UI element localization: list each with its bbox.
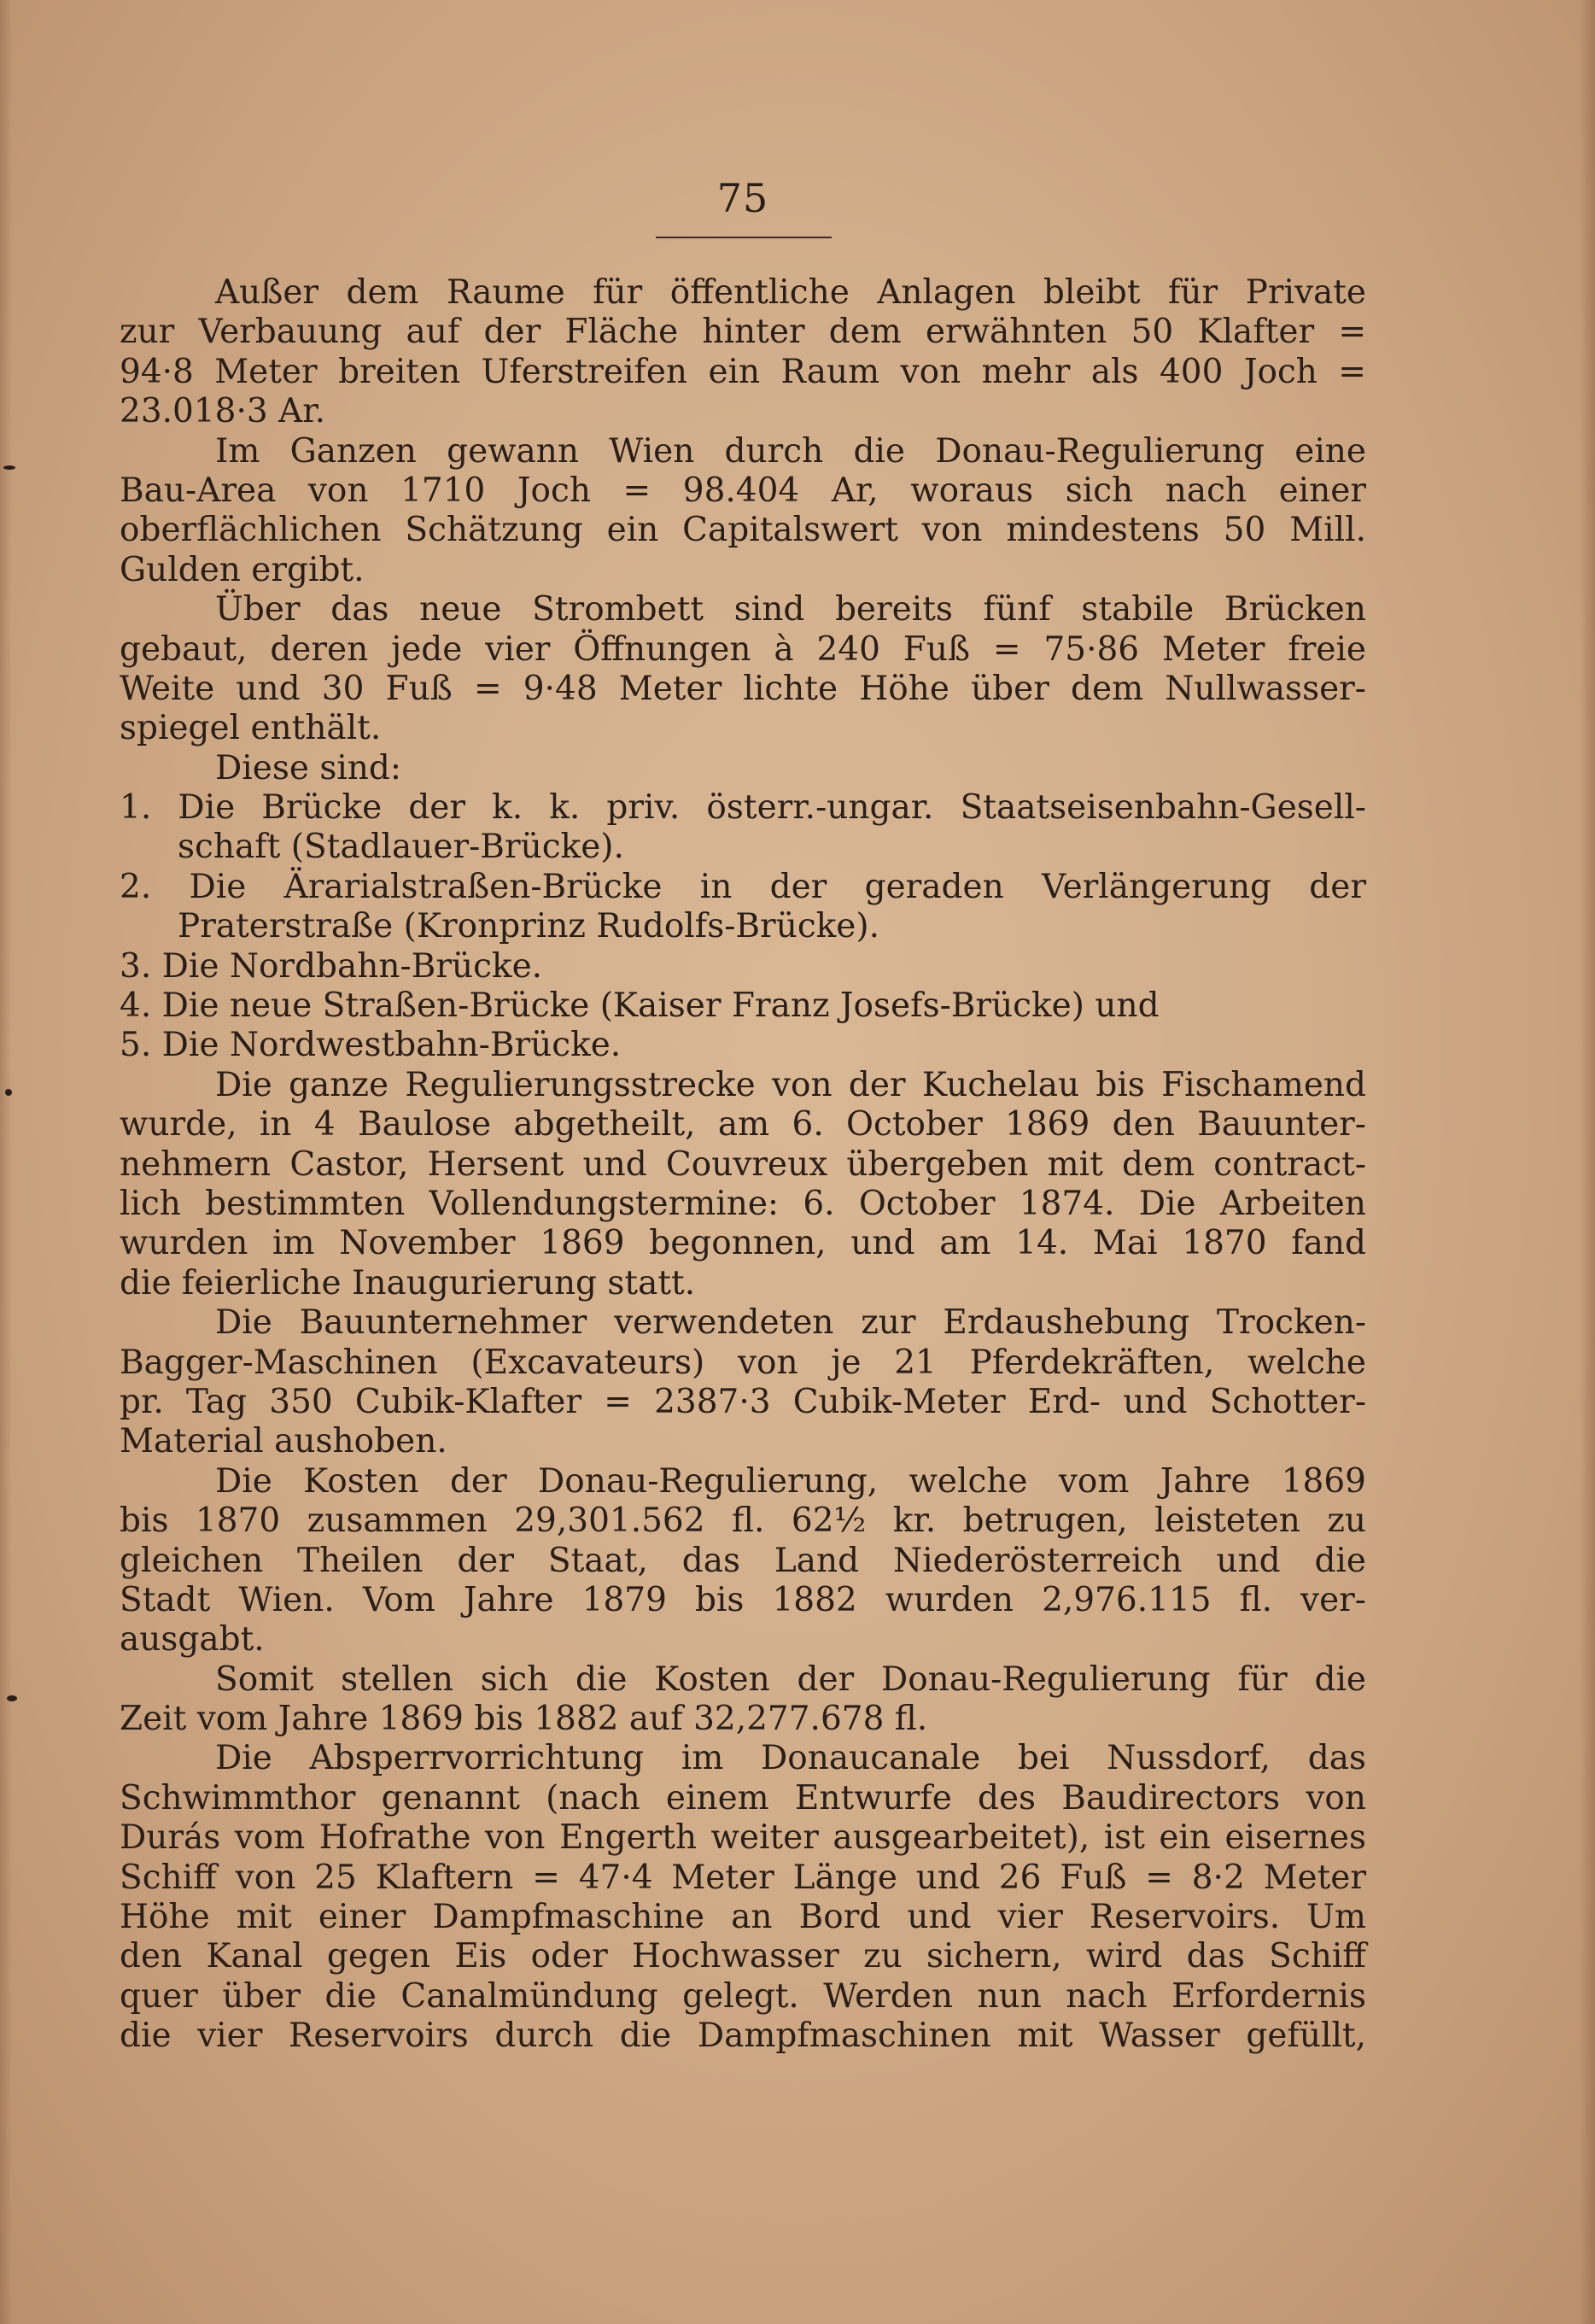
text-line: Die Bauunternehmer verwendeten zur Erdaushebung Trocken- [215, 1303, 1366, 1343]
margin-ink-mark [7, 1695, 17, 1701]
text-line: gleichen Theilen der Staat, das Land Niederösterreich und die [120, 1541, 1366, 1580]
body-text [120, 273, 1366, 2057]
text-line: 3. Die Nordbahn-Brücke. [120, 946, 543, 986]
text-line: oberflächlichen Schätzung ein Capitalswert von mindestens 50 Mill. [120, 511, 1366, 550]
page-number-rule [656, 237, 832, 238]
text-line: zur Verbauung auf der Fläche hinter dem erwähnten 50 Klafter = [120, 313, 1366, 352]
text-line: ausgabt. [120, 1620, 265, 1660]
text-line: 23.018·3 Ar. [120, 392, 325, 431]
text-line: Stadt Wien. Vom Jahre 1879 bis 1882 wurden 2,976.115 fl. ver- [120, 1580, 1366, 1619]
page-number: 75 [716, 175, 769, 221]
text-line: 1. Die Brücke der k. k. priv. österr.-ungar. Staatseisenbahn-Gesell- [120, 788, 1366, 828]
text-line: Gulden ergibt. [120, 550, 365, 589]
page-edge-left [0, 0, 12, 2324]
text-line: Diese sind: [215, 748, 402, 787]
text-line: gebaut, deren jede vier Öffnungen à 240 Fuß = 75·86 Meter freie [120, 629, 1366, 669]
text-line: Höhe mit einer Dampfmaschine an Bord und vier Reservoirs. Um [120, 1898, 1366, 1937]
text-line: Außer dem Raume für öffentliche Anlagen bleibt für Private [215, 273, 1366, 312]
text-line: schaft (Stadlauer-Brücke). [178, 828, 624, 867]
text-line: Die ganze Regulierungsstrecke von der Kuchelau bis Fischamend [215, 1065, 1366, 1104]
text-line: 5. Die Nordwestbahn-Brücke. [120, 1026, 622, 1065]
text-line: Bagger-Maschinen (Excavateurs) von je 21 Pferdekräften, welche [120, 1343, 1366, 1382]
text-line: pr. Tag 350 Cubik-Klafter = 2387·3 Cubik-Meter Erd- und Schotter- [120, 1382, 1366, 1421]
text-line: Die Kosten der Donau-Regulierung, welche vom Jahre 1869 [215, 1461, 1366, 1501]
text-line: Über das neue Strombett sind bereits fünf stabile Brücken [215, 590, 1366, 629]
text-line: die feierliche Inaugurierung statt. [120, 1263, 696, 1302]
text-line: bis 1870 zusammen 29,301.562 fl. 62½ kr. betrugen, leisteten zu [120, 1502, 1366, 1541]
margin-ink-mark [3, 465, 15, 470]
text-line: nehmern Castor, Hersent und Couvreux übergeben mit dem contract- [120, 1144, 1366, 1184]
text-line: 2. Die Ärarialstraßen-Brücke in der geraden Verlängerung der [120, 867, 1366, 906]
text-line: 94·8 Meter breiten Uferstreifen ein Raum von mehr als 400 Joch = [120, 352, 1366, 391]
text-line: Zeit vom Jahre 1869 bis 1882 auf 32,277.678 fl. [120, 1700, 928, 1739]
text-line: Schwimmthor genannt (nach einem Entwurfe des Baudirectors von [120, 1778, 1366, 1818]
margin-ink-mark [5, 1089, 12, 1096]
text-line: Bau-Area von 1710 Joch = 98.404 Ar, woraus sich nach einer [120, 471, 1366, 510]
text-line: wurden im November 1869 begonnen, und am 14. Mai 1870 fand [120, 1224, 1366, 1263]
text-line: Die Absperrvorrichtung im Donaucanale bei Nussdorf, das [215, 1739, 1366, 1778]
text-line: spiegel enthält. [120, 709, 382, 748]
text-line: die vier Reservoirs durch die Dampfmaschinen mit Wasser gefüllt, [120, 2017, 1366, 2056]
text-line: wurde, in 4 Baulose abgetheilt, am 6. October 1869 den Bauunter- [120, 1105, 1366, 1144]
text-line: 4. Die neue Straßen-Brücke (Kaiser Franz Josefs-Brücke) und [120, 986, 1160, 1026]
text-line: Im Ganzen gewann Wien durch die Donau-Regulierung eine [215, 431, 1366, 471]
page-edge-right [1580, 0, 1595, 2324]
text-line: Praterstraße (Kronprinz Rudolfs-Brücke). [178, 907, 879, 946]
text-line: Schiff von 25 Klaftern = 47·4 Meter Länge und 26 Fuß = 8·2 Meter [120, 1858, 1366, 1897]
text-line: quer über die Canalmündung gelegt. Werden nun nach Erfordernis [120, 1976, 1366, 2016]
text-line: lich bestimmten Vollendungstermine: 6. October 1874. Die Arbeiten [120, 1184, 1366, 1223]
text-line: den Kanal gegen Eis oder Hochwasser zu sichern, wird das Schiff [120, 1937, 1366, 1976]
text-line: Durás vom Hofrathe von Engerth weiter ausgearbeitet), ist ein eisernes [120, 1818, 1366, 1858]
text-line: Material aushoben. [120, 1422, 447, 1461]
text-line: Weite und 30 Fuß = 9·48 Meter lichte Höhe über dem Nullwasser- [120, 669, 1366, 708]
text-line: Somit stellen sich die Kosten der Donau-Regulierung für die [215, 1660, 1366, 1699]
